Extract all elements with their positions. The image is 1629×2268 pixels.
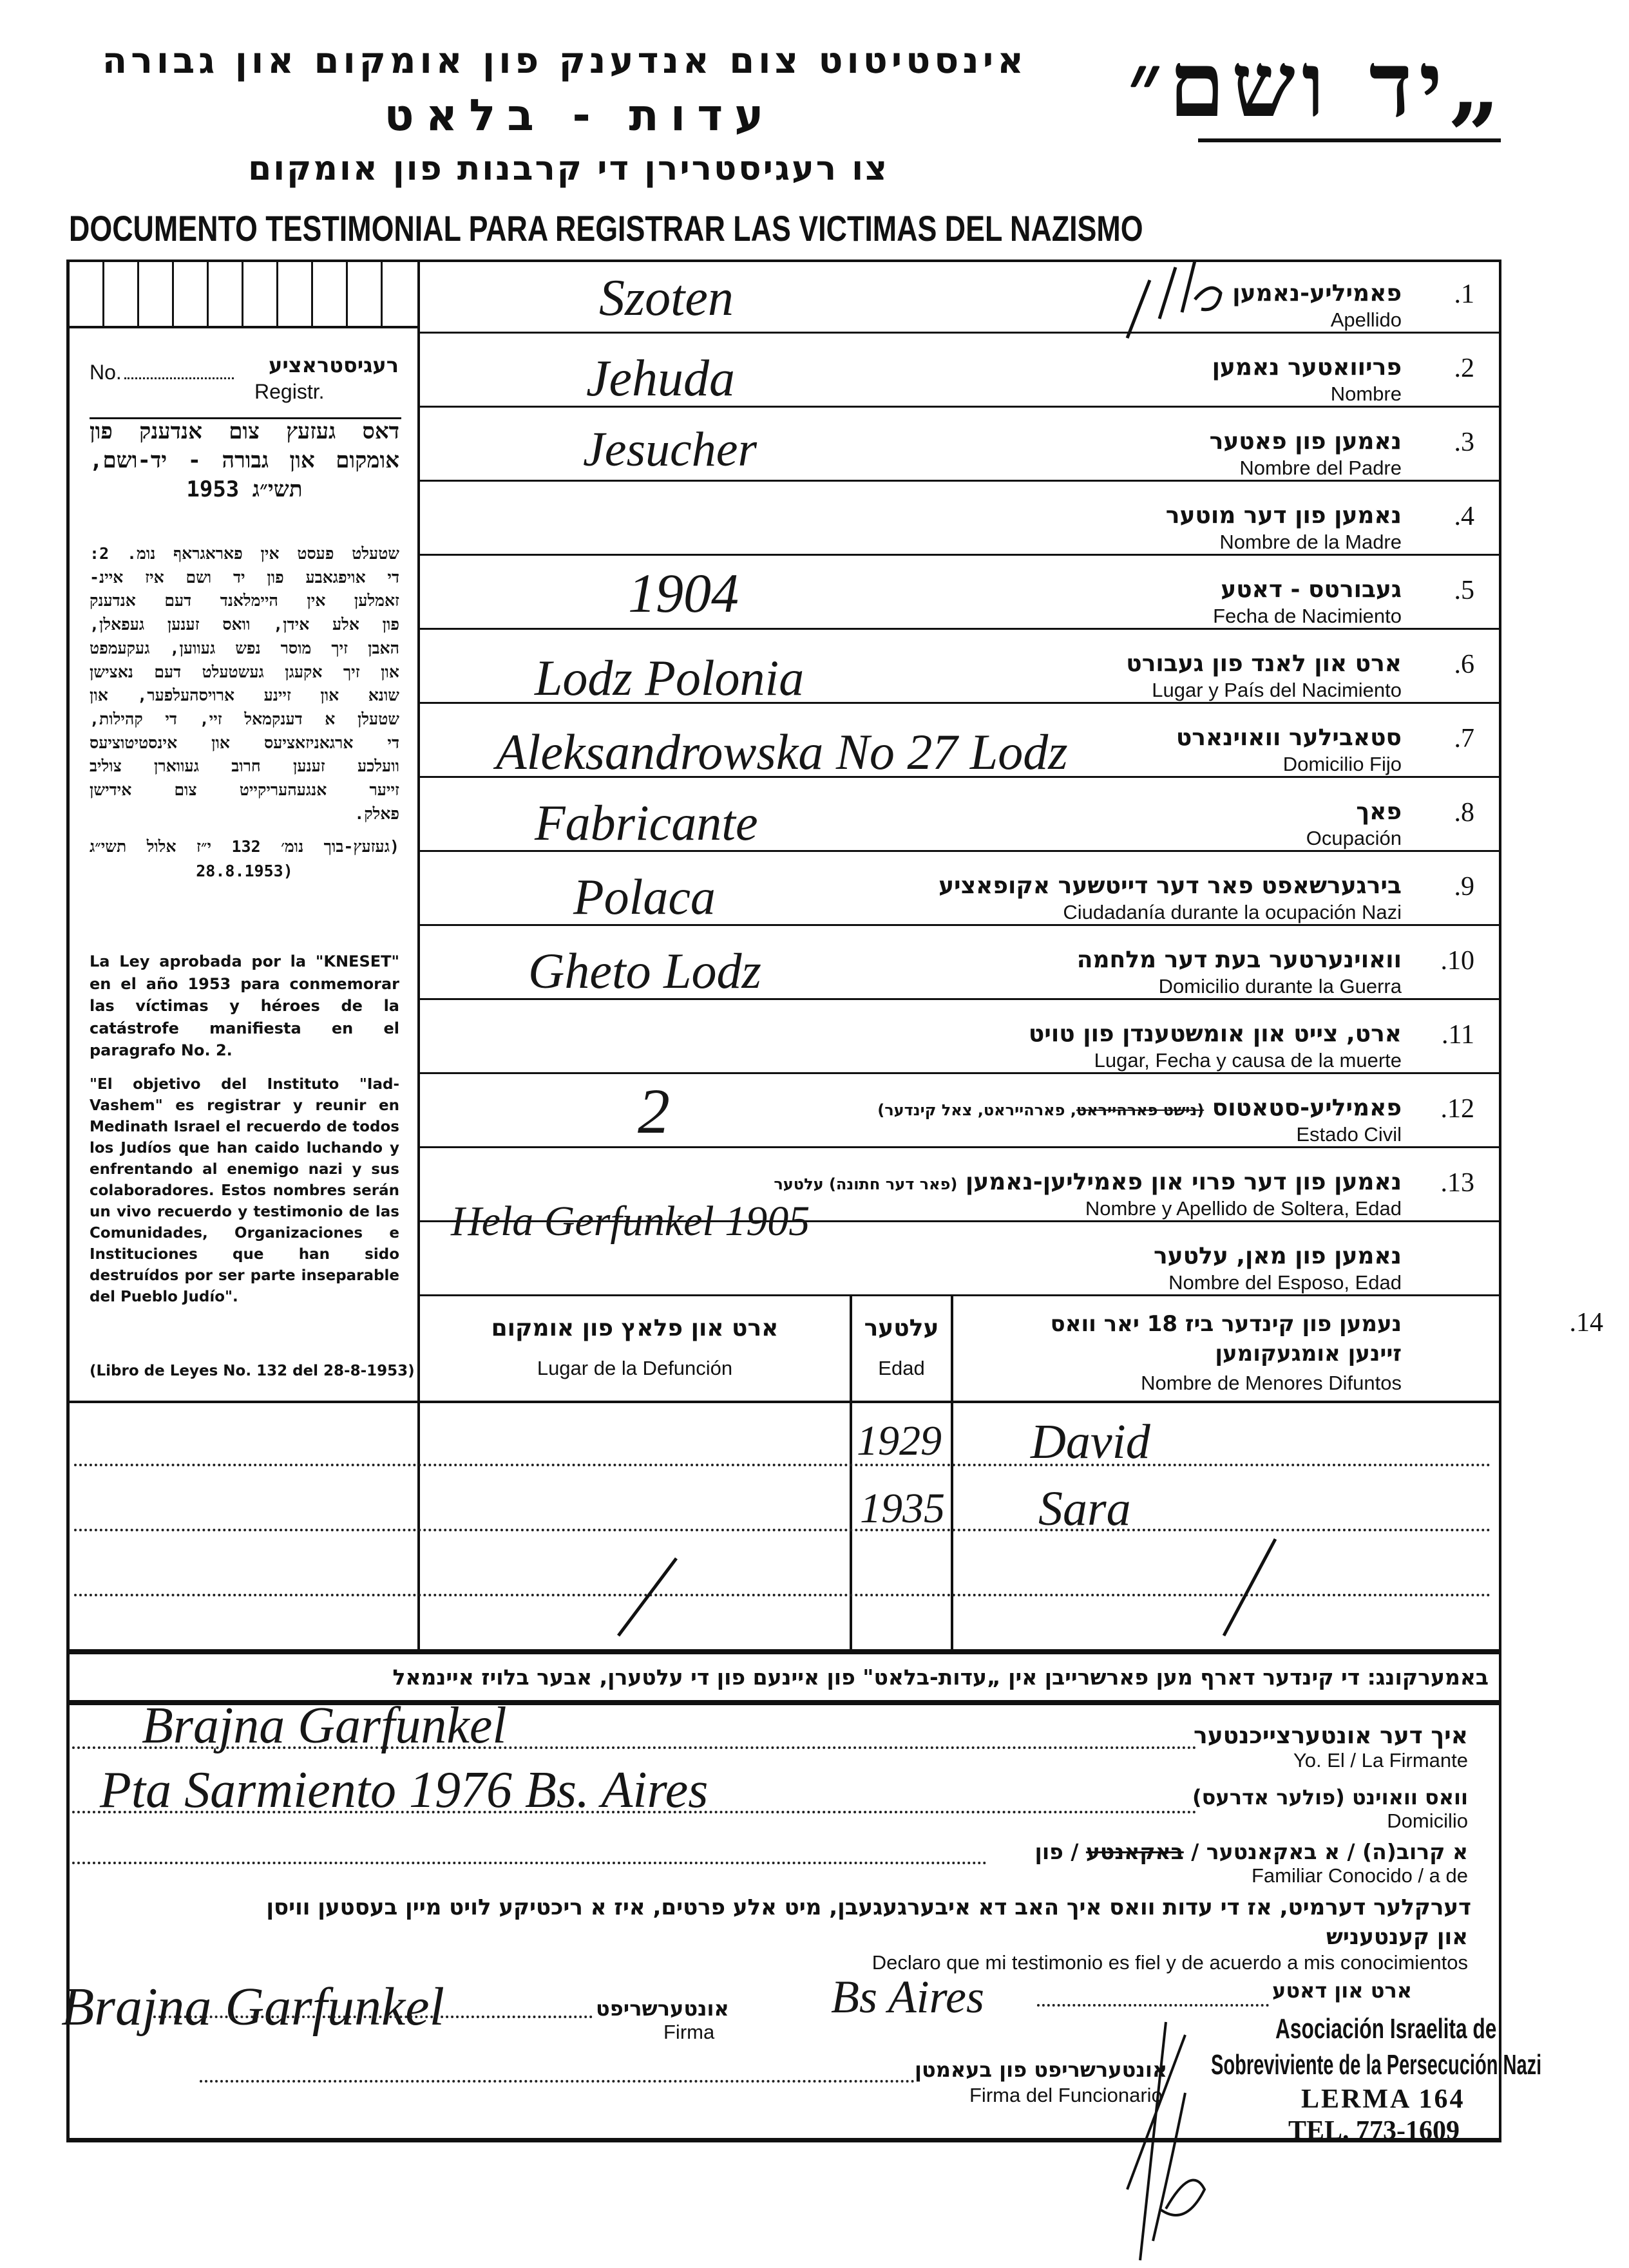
signer-name-line (72, 1746, 1197, 1749)
children-name-label-he-2: זיינען אומגעקומען (1215, 1341, 1402, 1366)
signature-label-he: אונטערשריפט (596, 1996, 729, 2021)
handwritten-hebrew-surname (1114, 254, 1243, 345)
law-text-line: זייער אנגעהעריקייט צום אידישן (90, 780, 399, 799)
signer-signature[interactable]: Brajna Garfunkel (61, 1977, 444, 2037)
child-1-age[interactable]: 1929 (857, 1417, 942, 1464)
declaration-es: Declaro que mi testimonio es fiel y de acuerdo a mis conocimientos (872, 1951, 1468, 1974)
field-value[interactable]: Jehuda (586, 350, 736, 407)
registration-no-dots[interactable] (124, 377, 234, 379)
field-label-he: נאמען פון מאן, עלטער (1153, 1243, 1402, 1269)
official-signature-label-es: Firma del Funcionario (969, 2084, 1163, 2106)
field-value[interactable]: Jesucher (583, 422, 757, 477)
empty-row-slash-marks (580, 1533, 1353, 1642)
law-text-line: פאלק. (354, 804, 399, 823)
field-value[interactable]: 2 (638, 1075, 670, 1147)
law-text-es-2: "El objetivo del Instituto "Iad-Vashem" es registrar y reunir en Medinath Israel el recuerdo de todos los Judíos que han caido luchando y enfrentando al enemigo nazi y sus colaboradores. Estos nombres serán un vivo recuerdo y testimonio de las Comunidades, Organizaciones e Instituciones que han sido destruídos por ser parte inseparable del Pueblo Judío". (90, 1076, 399, 1305)
field-label-es: Lugar y País del Nacimiento (1152, 679, 1402, 701)
yad-vashem-logo: „יד ושם״ (1128, 32, 1507, 138)
child-2-age[interactable]: 1935 (860, 1485, 945, 1532)
children-note: באמערקונג: די קינדער דארף מען פארשרייבן אין „עדות-בלאט" פון איינעם פון די עלטערן, אבער בלויז איינמאל (392, 1665, 1489, 1690)
children-name-label-he-1: נעמען פון קינדער ביז 18 יאר וואס (1050, 1311, 1402, 1337)
field-row (420, 1000, 1500, 1074)
field-label-es: Nombre (1330, 383, 1402, 405)
field-label-es: Domicilio durante la Guerra (1158, 975, 1402, 997)
field-number: .5 (1454, 576, 1474, 605)
code-box-divider (172, 260, 174, 327)
field-value[interactable]: Hela Gerfunkel 1905 (451, 1198, 810, 1245)
field-label-es: Domicilio Fijo (1282, 753, 1402, 775)
law-text-line: אומקום און גבורה - יד-ושם, (90, 448, 399, 473)
field-label-he: נאמען פון דער מוטער (1165, 502, 1402, 529)
signer-address-label-he: וואס וואוינט (פולער אדרעס) (1192, 1785, 1468, 1810)
law-text-line: וועלכע זענען חרוב געווארן צוליב (90, 757, 399, 776)
field-value[interactable]: Polaca (573, 869, 716, 925)
law-text-line: שטעלט פעסט אין פאראגראף נומ. 2: (90, 544, 399, 563)
field-value[interactable]: Fabricante (535, 795, 758, 851)
field-row (420, 482, 1500, 556)
field-value[interactable]: Gheto Lodz (528, 943, 761, 999)
law-text-line: (28.8.1953 (196, 862, 293, 880)
signature-line (148, 2016, 593, 2018)
signer-address-label-es: Domicilio (1387, 1810, 1468, 1832)
field-label-es: Nombre del Padre (1239, 457, 1402, 479)
official-signature-label-he: אונטערשריפט פון בעאמטן (915, 2057, 1168, 2082)
field-value-empty[interactable] (484, 495, 1000, 533)
field-label-es: Nombre y Apellido de Soltera, Edad (1085, 1197, 1402, 1220)
children-age-label-he: עלטער (864, 1315, 939, 1341)
field-row (420, 260, 1500, 334)
registration-label-es: Registr. (254, 380, 325, 403)
signer-relation-label-he: א קרוב(ה) / א באקאנטער / באקאנטע / פון (1034, 1839, 1468, 1864)
law-text-line: פון אלע אידן, וואס זענען געפאלן, (90, 615, 399, 634)
code-box-divider (242, 260, 243, 327)
field-label-he: ארט און לאנד פון געבורט (1126, 650, 1402, 677)
field-value-empty[interactable] (484, 1235, 1000, 1274)
law-text-line: די ארגאניזאציעס און אינסטיטוציעס (90, 733, 399, 752)
place-date-value[interactable]: Bs Aires (831, 1971, 985, 2023)
children-row-line-1 (74, 1464, 1491, 1466)
field-label-es: Nombre de la Madre (1219, 531, 1402, 553)
code-box-divider (137, 260, 139, 327)
field-row (420, 926, 1500, 1000)
field-number: .2 (1454, 354, 1474, 383)
field-label-he: געבורטס - דאטע (1221, 576, 1402, 603)
code-box-divider (102, 260, 104, 327)
field-value[interactable]: Aleksandrowska No 27 Lodz (496, 724, 1068, 780)
field-label-es: Ocupación (1306, 827, 1402, 849)
field-number-14: .14 (1569, 1308, 1603, 1337)
signer-relation-line (72, 1862, 987, 1864)
place-date-label-he: ארט און דאטע (1272, 1978, 1412, 2003)
stamp-line-1: Asociación Israelita de (1275, 2013, 1497, 2045)
field-number: .3 (1454, 428, 1474, 457)
field-label-he: נאמען פון פאטער (1209, 428, 1402, 455)
box-left-border (66, 260, 70, 2142)
field-label-he: נאמען פון דער פרוי און פאמיליען-נאמען (פאר דער חתונה) עלטער (774, 1169, 1402, 1195)
field-row (420, 334, 1500, 408)
box-bottom-border (66, 2138, 1501, 2142)
field-number: .7 (1454, 724, 1474, 753)
law-text-line: און זיך אקעגן געשטעלט דעם נאצישן (90, 662, 399, 681)
field-label-he: ארט, צייט און אומשטענדן פון טויט (1028, 1021, 1402, 1047)
registration-label-he: רעגיסטראציע (269, 353, 399, 377)
field-row (420, 778, 1500, 852)
official-signature-scrawl (1089, 1996, 1217, 2267)
children-row-line-2 (74, 1529, 1491, 1531)
form-subtitle: צו רעגיסטרירן די קרבנות פון אומקום (248, 149, 889, 188)
code-box-divider (381, 260, 383, 327)
signer-address-value[interactable]: Pta Sarmiento 1976 Bs. Aires (100, 1762, 709, 1819)
field-row (420, 556, 1500, 630)
field-row (420, 852, 1500, 926)
child-1-name[interactable]: David (1031, 1415, 1150, 1469)
law-text-line: זאמלען אין היימלאנד דעם אנדענק (90, 591, 399, 610)
field-number: .11 (1442, 1020, 1474, 1050)
institute-title: אינסטיטוט צום אנדענק פון אומקום און גבורה (102, 40, 1027, 82)
field-label-he: וואוינערטער בעת דער מלחמה (1076, 947, 1402, 973)
signer-relation-label-es: Familiar Conocido / a de (1252, 1864, 1468, 1887)
field-label-he: פאך (1356, 799, 1402, 825)
law-text-line: די אויפגאבע פון יד ושם איז איינ- (90, 567, 399, 587)
field-value[interactable]: Szoten (599, 270, 734, 326)
field-row (420, 1148, 1500, 1245)
field-label-he: פאמיליע-סטאטוס (נישט פארהייראט, פארהייראט, צאל קינדער) (877, 1095, 1402, 1121)
field-number: .9 (1454, 872, 1474, 902)
note-top-border (68, 1649, 1501, 1654)
code-boxes-bottom (68, 326, 419, 328)
stamp-line-2: Sobreviviente de la Persecución Nazi (1211, 2049, 1542, 2081)
field-label-es: Fecha de Nacimiento (1213, 605, 1402, 627)
declaration-he-1: דערקלער דערמיט, אז די עדות וואס איך האב דא איבערגעגעבן, מיט אלע פרטים, איז א ריכטיקע לויט מיין בעסטען וויסן (266, 1895, 1471, 1920)
field-label-es: Apellido (1330, 308, 1402, 331)
field-label-es: Estado Civil (1296, 1123, 1402, 1146)
field-number: .8 (1454, 798, 1474, 827)
field-number: .1 (1454, 279, 1474, 309)
field-number: .6 (1454, 650, 1474, 679)
child-2-name[interactable]: Sara (1038, 1482, 1131, 1536)
field-label-he: פריוואטער נאמען (1212, 354, 1402, 381)
law-text-line: דאס געזעץ צום אנדענק פון (90, 419, 399, 444)
code-box-divider (346, 260, 348, 327)
law-text-line: תשי״ג 1953 (186, 477, 303, 502)
law-text-line: שונא און זיינע ארויסהעלפער, און (90, 686, 399, 705)
code-box-divider (276, 260, 278, 327)
code-box-divider (207, 260, 209, 327)
law-text-line: שטעלן א דענקמאל זיי, די קהילות, (90, 709, 399, 728)
field-row (420, 630, 1500, 704)
field-row (420, 1074, 1500, 1148)
code-box-divider (311, 260, 313, 327)
field-label-es: Lugar, Fecha y causa de la muerte (1094, 1049, 1402, 1072)
stamp-line-4: TEL. 773-1609 (1288, 2116, 1460, 2146)
field-row-divider (420, 1294, 1500, 1296)
children-age-label-es: Edad (878, 1357, 925, 1379)
field-row (420, 1222, 1500, 1296)
signer-name-value[interactable]: Brajna Garfunkel (142, 1697, 507, 1754)
official-signature-line (200, 2080, 915, 2083)
law-text-line: האבן זיך מוסר נפש געווען, געקעמפט (90, 638, 399, 657)
signer-name-label-es: Yo. El / La Firmante (1293, 1749, 1468, 1772)
declaration-he-2: און קענטעניש (1326, 1924, 1468, 1950)
form-title: עדות - בלאט (384, 90, 776, 141)
children-place-label-he: ארט און פלאץ פון אומקום (491, 1315, 779, 1341)
field-row (420, 704, 1500, 778)
field-label-he: בירגערשאפט פאר דער דייטשער אקופאציע (938, 873, 1402, 899)
field-label-he: פאמיליע-נאמען (1232, 280, 1402, 307)
field-label-he: סטאבילער וואוינארט (1176, 724, 1402, 751)
signer-address-line (72, 1811, 1197, 1813)
field-label-es: Ciudadanía durante la ocupación Nazi (1063, 901, 1402, 923)
stamp-line-3: LERMA 164 (1301, 2084, 1465, 2114)
registration-no-label: No. (90, 361, 234, 384)
field-value-empty[interactable] (484, 1013, 1000, 1052)
document-title: DOCUMENTO TESTIMONIAL PARA REGISTRAR LAS VICTIMAS DEL NAZISMO (69, 208, 1143, 249)
field-number: .4 (1454, 502, 1474, 531)
field-value[interactable]: Lodz Polonia (535, 650, 805, 706)
field-number: .10 (1440, 946, 1474, 976)
children-name-label-es: Nombre de Menores Difuntos (1141, 1372, 1402, 1394)
field-number: .12 (1440, 1094, 1474, 1124)
field-row (420, 408, 1500, 482)
signer-name-label-he: איך דער אונטערצייכנטער (1194, 1723, 1468, 1749)
law-text-line: (געזעץ-בוך נומ׳ 132 י״ז אלול תשי״ג (90, 837, 400, 856)
field-value[interactable]: 1904 (628, 562, 739, 624)
logo-underline (1198, 138, 1501, 142)
field-number: .13 (1440, 1168, 1474, 1198)
signature-label-es: Firma (663, 2021, 715, 2043)
children-header-bottom (68, 1401, 1501, 1403)
law-text-es-3: (Libro de Leyes No. 132 del 28-8-1953) (90, 1363, 415, 1379)
children-place-label-es: Lugar de la Defunción (537, 1357, 733, 1379)
field-label-es: Nombre del Esposo, Edad (1168, 1271, 1402, 1294)
law-text-es-1: La Ley aprobada por la "KNESET" en el año 1953 para conmemorar las víctimas y héroes de la catástrofe manifiesta en el paragrafo No. 2. (90, 952, 399, 1059)
